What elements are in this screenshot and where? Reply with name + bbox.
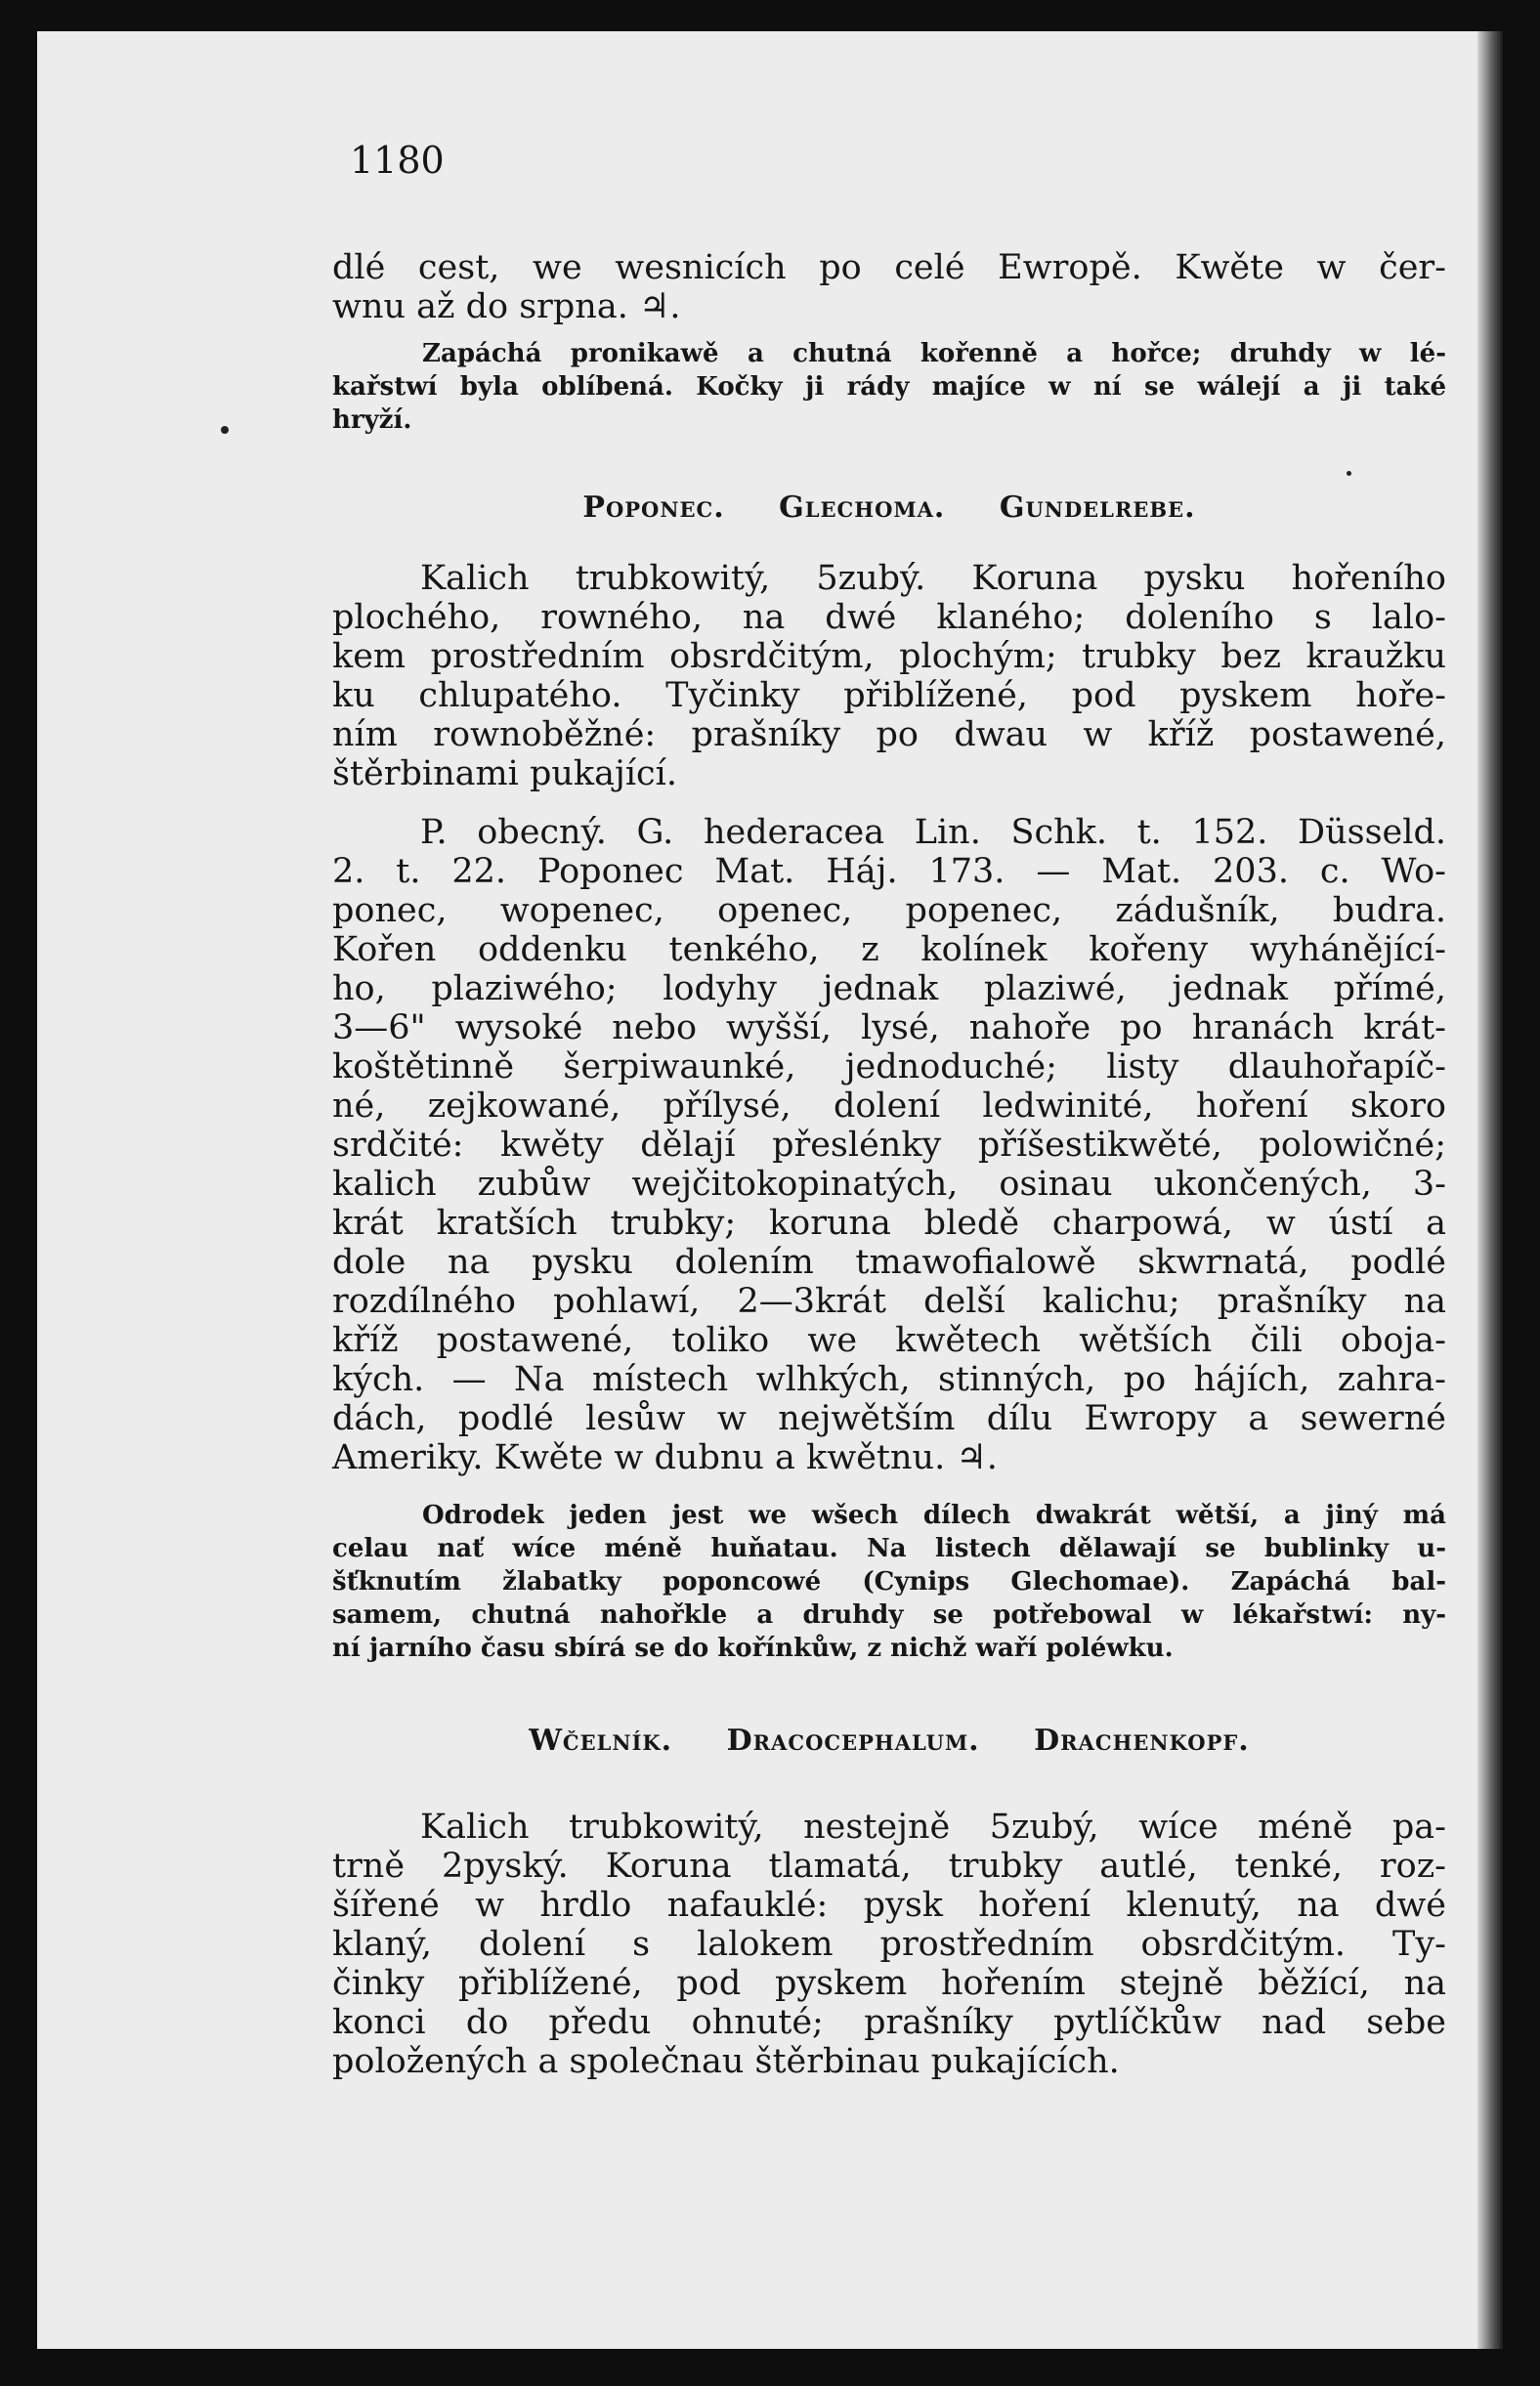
text-line: 3—6" wysoké nebo wyšší, lysé, nahoře po hranách krát-	[332, 1008, 1446, 1047]
heading-latin: Dracocephalum.	[726, 1724, 980, 1758]
text-line: kalich zubůw wejčitokopinatých, osinau ukončených, 3-	[332, 1165, 1446, 1204]
heading-czech: Wčelník.	[529, 1724, 673, 1758]
text-line: položených a společnau štěrbinau pukajících.	[332, 2042, 1120, 2081]
text-line: činky přiblížené, pod pyskem hořením stejně běžící, na	[332, 1964, 1446, 2003]
note-line: ní jarního času sbírá se do kořínkůw, z nichž waří poléwku.	[332, 1634, 1174, 1663]
section-heading-wcelnik	[332, 1724, 1446, 1758]
text-line: šířené w hrdlo nafauklé: pysk hoření klenutý, na dwé	[332, 1886, 1446, 1925]
genus-description-poponec	[332, 559, 1446, 793]
text-line: dách, podlé lesůw w nejwětším dílu Ewropy a sewerné	[332, 1399, 1446, 1438]
section-heading-poponec	[332, 490, 1446, 525]
text-line: Kalich trubkowitý, 5zubý. Koruna pysku hořeního	[420, 559, 1446, 598]
text-line: rozdílného pohlawí, 2—3krát delší kalichu; prašníky na	[332, 1282, 1446, 1321]
heading-czech: Poponec.	[582, 490, 725, 525]
text-line: kých. — Na místech wlhkých, stinných, po hájích, zahra-	[332, 1360, 1446, 1399]
text-line: 2. t. 22. Poponec Mat. Háj. 173. — Mat. 203. c. Wo-	[332, 852, 1446, 891]
species-description-poponec	[332, 813, 1446, 1477]
heading-german: Gundelrebe.	[999, 490, 1196, 525]
text-line: plochého, rowného, na dwé klaného; doleního s lalo-	[332, 598, 1446, 637]
top-paragraph	[332, 248, 1446, 326]
text-line: P. obecný. G. hederacea Lin. Schk. t. 152. Düsseld.	[420, 813, 1446, 852]
text-line: konci do předu ohnuté; prašníky pytlíčkůw nad sebe	[332, 2003, 1446, 2042]
text-line: krát kratších trubky; koruna bledě charpowá, w ústí a	[332, 1204, 1446, 1243]
note-line: Odrodek jeden jest we wšech dílech dwakrát wětší, a jiný má	[422, 1501, 1446, 1530]
text-line: kříž postawené, toliko we kwětech wětších čili oboja-	[332, 1321, 1446, 1360]
genus-description-wcelnik	[332, 1808, 1446, 2081]
heading-latin: Glechoma.	[779, 490, 946, 525]
text-line: ponec, wopenec, openec, popenec, zádušník, budra.	[332, 891, 1446, 930]
note-line: kařstwí byla oblíbená. Kočky ji rády majíce w ní se wálejí a ji také	[332, 372, 1446, 402]
note-line: samem, chutná nahořkle a druhdy se potřebowal w lékařstwí: ny-	[332, 1600, 1446, 1630]
page-number: 1180	[350, 139, 445, 182]
note-line: hryží.	[332, 405, 412, 435]
text-line: ho, plaziwého; lodyhy jednak plaziwé, jednak přímé,	[332, 969, 1446, 1008]
text-line: dlé cest, we wesnicích po celé Ewropě. Kwěte w čer-	[332, 248, 1446, 287]
ink-speck	[1347, 471, 1351, 476]
ink-speck	[221, 426, 229, 434]
text-line: trně 2pyský. Koruna tlamatá, trubky autlé, tenké, roz-	[332, 1847, 1446, 1886]
text-line: srdčité: kwěty dělají přeslénky příšestikwěté, polowičné;	[332, 1126, 1446, 1165]
text-line: klaný, dolení s lalokem prostředním obsrdčitým. Ty-	[332, 1925, 1446, 1964]
text-line: dole na pysku dolením tmawofialowě skwrnatá, podlé	[332, 1243, 1446, 1282]
text-line: ku chlupatého. Tyčinky přiblížené, pod pyskem hoře-	[332, 676, 1446, 715]
text-line: Ameriky. Kwěte w dubnu a kwětnu. ♃.	[332, 1438, 998, 1477]
note-line: celau nať wíce méně huňatau. Na listech dělawají se bublinky u-	[332, 1534, 1446, 1563]
text-line: štěrbinami pukající.	[332, 754, 677, 793]
text-line: né, zejkowané, přílysé, dolení ledwinité, hoření skoro	[332, 1086, 1446, 1126]
note-line: šťknutím žlabatky poponcowé (Cynips Glechomae). Zapáchá bal-	[332, 1567, 1446, 1597]
heading-german: Drachenkopf.	[1034, 1724, 1250, 1758]
top-note	[332, 337, 1446, 437]
scanned-page	[37, 31, 1503, 2349]
text-line: Kořen oddenku tenkého, z kolínek kořeny wyhánějící-	[332, 930, 1446, 969]
text-line: koštětinně šerpiwaunké, jednoduché; listy dlauhořapíč-	[332, 1047, 1446, 1086]
text-line: ním rownoběžné: prašníky po dwau w kříž postawené,	[332, 715, 1446, 754]
text-line: wnu až do srpna. ♃.	[332, 287, 681, 326]
text-line: Kalich trubkowitý, nestejně 5zubý, wíce méně pa-	[420, 1808, 1446, 1847]
book-spine-shadow	[1477, 31, 1503, 2349]
note-poponec	[332, 1499, 1446, 1665]
text-line: kem prostředním obsrdčitým, plochým; trubky bez kraužku	[332, 637, 1446, 676]
note-line: Zapáchá pronikawě a chutná kořenně a hořce; druhdy w lé-	[422, 339, 1446, 368]
